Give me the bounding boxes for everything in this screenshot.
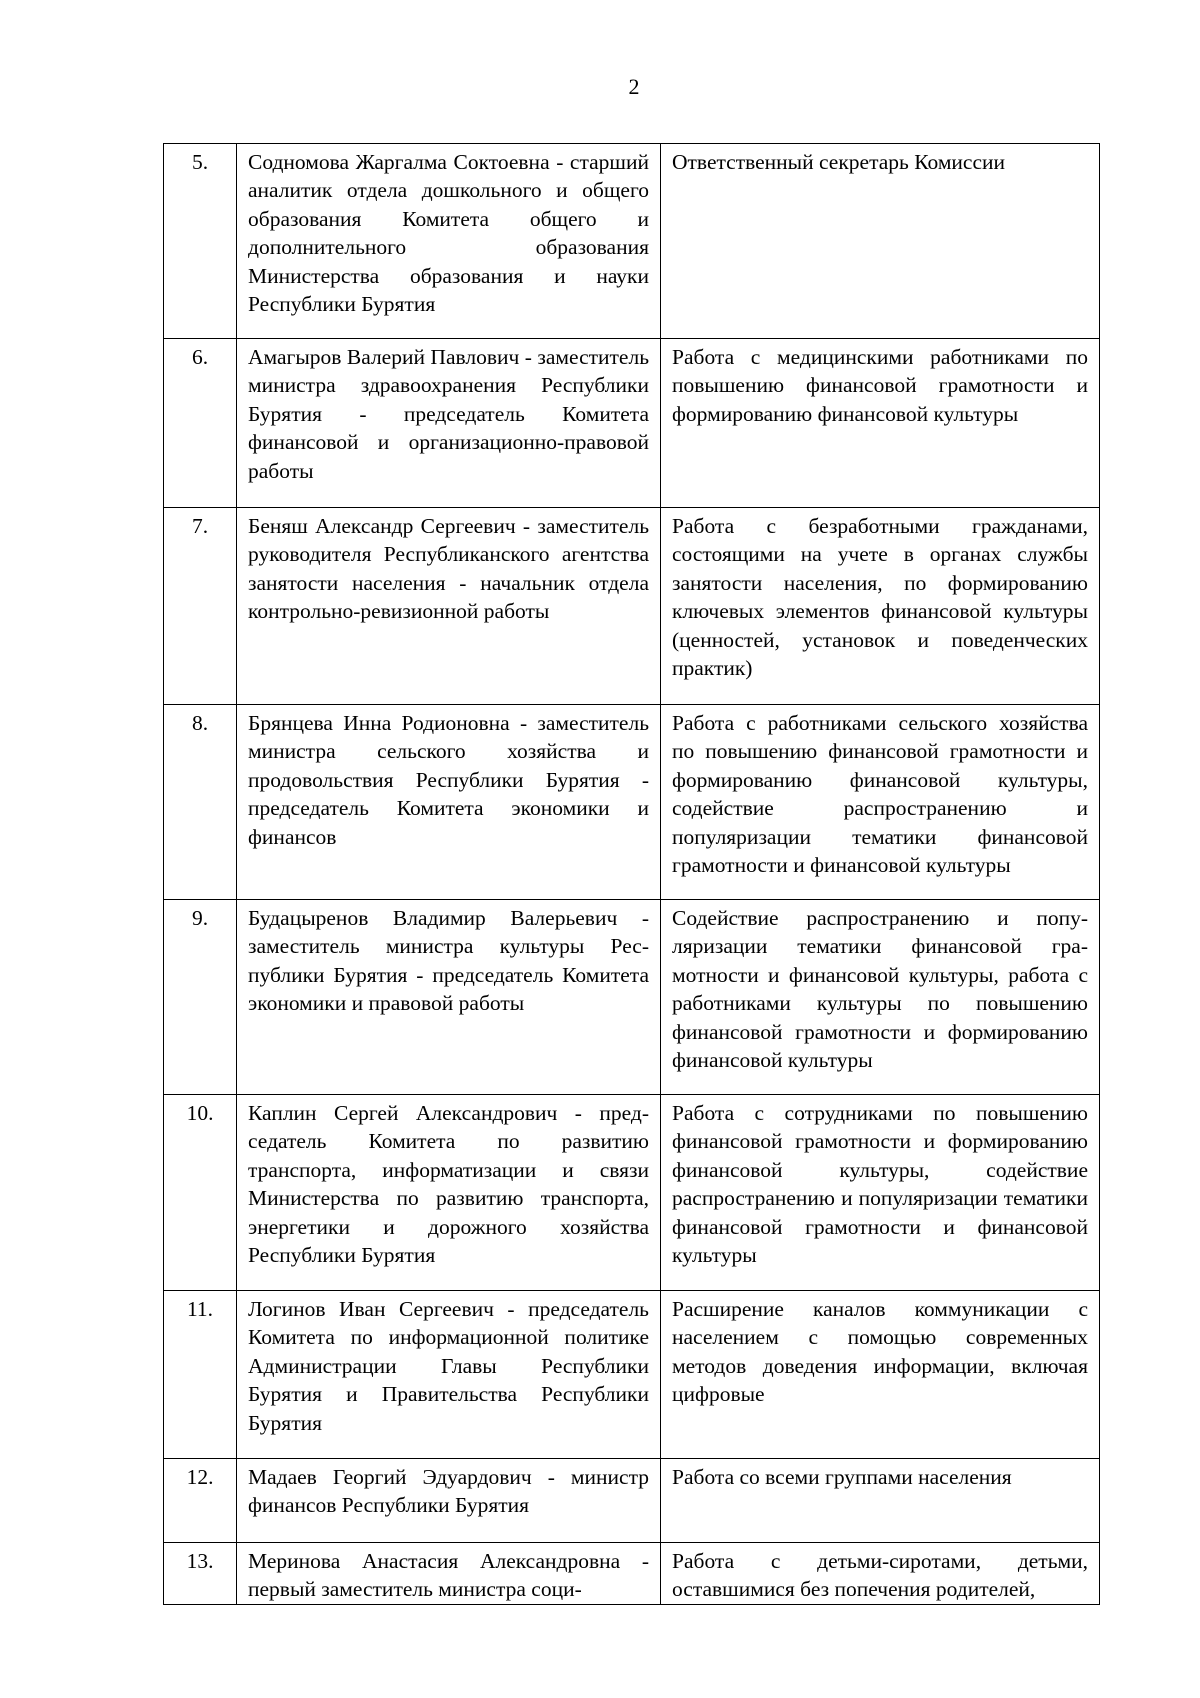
- row-number: 10.: [164, 1095, 237, 1291]
- table-row: [164, 508, 1100, 705]
- row-number: 8.: [164, 705, 237, 900]
- row-number: 9.: [164, 900, 237, 1095]
- table-row: [164, 144, 1100, 339]
- member-name-position: Каплин Сергей Александрович - председатель Комитета по развитию транспорта, информатизации и связи Министерства по развитию транспорта, энергетики и дорожного хозяйства Республики Бурятия: [237, 1095, 661, 1291]
- member-responsibility: Содействие распространению и популяризации тематики финансовой грамотности и финансовой культуры, работа с работниками культуры по повышению финансовой грамотности и формированию финансовой культуры: [661, 900, 1100, 1095]
- table-row: [164, 1459, 1100, 1543]
- table-row: [164, 339, 1100, 508]
- member-responsibility: Работа с безработными гражданами, состоящими на учете в органах службы занятости населения, по формированию ключевых элементов финансовой культуры (ценностей, установок и поведенческих практик): [661, 508, 1100, 705]
- row-number: 13.: [164, 1543, 237, 1605]
- table-row: [164, 705, 1100, 900]
- row-number: 11.: [164, 1291, 237, 1459]
- table-row: [164, 1095, 1100, 1291]
- member-responsibility: Ответственный секретарь Комиссии: [661, 144, 1100, 339]
- member-responsibility: Работа с медицинскими работниками по повышению финансовой грамотности и формированию финансовой культуры: [661, 339, 1100, 508]
- member-name-position: Меринова Анастасия Александровна - первый заместитель министра соци-: [237, 1543, 661, 1605]
- table-row: [164, 1543, 1100, 1605]
- member-responsibility: Работа с сотрудниками по повышению финансовой грамотности и формированию финансовой культуры, содействие распространению и популяризации тематики финансовой грамотности и финансовой культуры: [661, 1095, 1100, 1291]
- row-number: 12.: [164, 1459, 237, 1543]
- table-row: [164, 900, 1100, 1095]
- member-name-position: Содномова Жаргалма Соктоевна - старший аналитик отдела дошкольного и общего образования Комитета общего и дополнительного образования Министерства образования и науки Республики Бурятия: [237, 144, 661, 339]
- member-responsibility: Работа с детьми-сиротами, детьми, оставшимися без попечения родителей,: [661, 1543, 1100, 1605]
- member-responsibility: Работа с работниками сельского хозяйства по повышению финансовой грамотности и формированию финансовой культуры, содействие распространению и популяризации тематики финансовой грамотности и финансовой культуры: [661, 705, 1100, 900]
- member-name-position: Будацыренов Владимир Валерьевич - заместитель министра культуры Республики Бурятия - председатель Комитета экономики и правовой работы: [237, 900, 661, 1095]
- member-responsibility: Работа со всеми группами населения: [661, 1459, 1100, 1543]
- member-name-position: Логинов Иван Сергеевич - председатель Комитета по информационной политике Администрации Главы Республики Бурятия и Правительства Республики Бурятия: [237, 1291, 661, 1459]
- member-name-position: Амагыров Валерий Павлович - заместитель министра здравоохранения Республики Бурятия - председатель Комитета финансовой и организационно-правовой работы: [237, 339, 661, 508]
- page-number: 2: [628, 74, 640, 99]
- member-name-position: Мадаев Георгий Эдуардович - министр финансов Республики Бурятия: [237, 1459, 661, 1543]
- table-row: [164, 1291, 1100, 1459]
- member-name-position: Брянцева Инна Родионовна - заместитель министра сельского хозяйства и продовольствия Республики Бурятия - председатель Комитета экономики и финансов: [237, 705, 661, 900]
- row-number: 5.: [164, 144, 237, 339]
- member-name-position: Беняш Александр Сергеевич - заместитель руководителя Республиканского агентства занятости населения - начальник отдела контрольно-ревизионной работы: [237, 508, 661, 705]
- commission-members-table: [163, 143, 1100, 1605]
- row-number: 6.: [164, 339, 237, 508]
- member-responsibility: Расширение каналов коммуникации с населением с помощью современных методов доведения информации, включая цифровые: [661, 1291, 1100, 1459]
- row-number: 7.: [164, 508, 237, 705]
